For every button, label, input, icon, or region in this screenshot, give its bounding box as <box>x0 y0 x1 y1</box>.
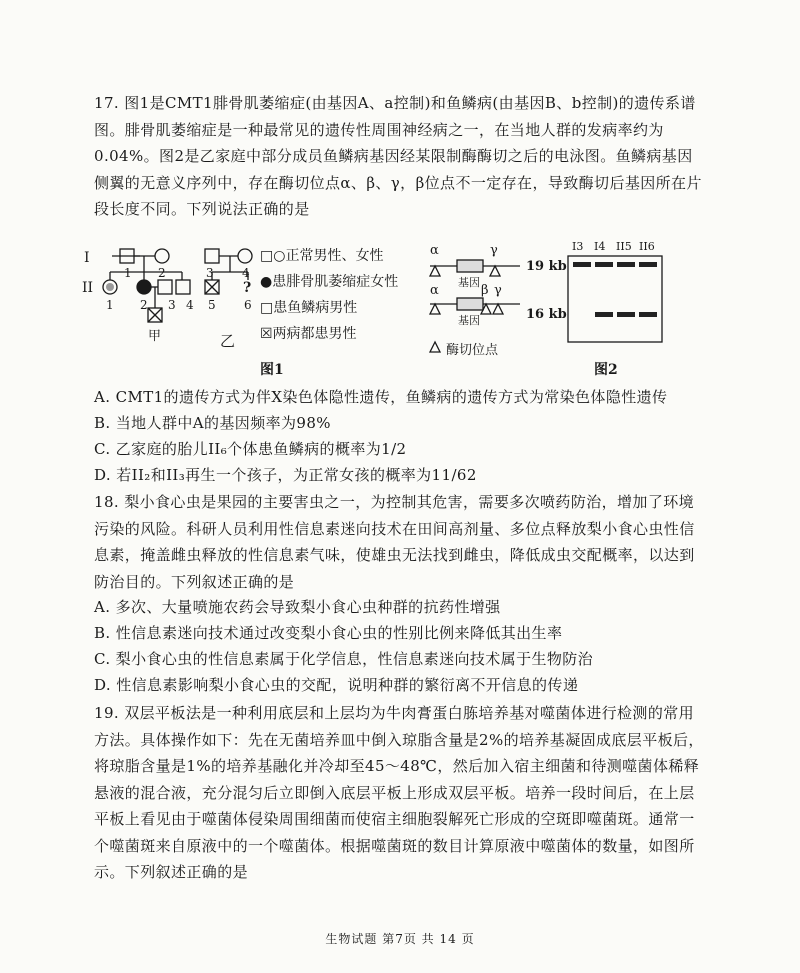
fa-ii3-male <box>158 280 172 294</box>
q19-stem: 19. 双层平板法是一种利用底层和上层均为牛肉膏蛋白胨培养基对噬菌体进行检测的常用方法。具体操作如下：先在无菌培养皿中倒入琼脂含量是2%的培养基凝固成底层平板后，将琼脂含量是1%的培养基融化并冷却至45～48℃，然后加入宿主细菌和待测噬菌体稀释悬液的混合液，充分混匀后立即倒入底层平板上形成双层平板。培养一段时间后，在上层平板上看见由于噬菌体侵染周围细菌而使宿主细胞裂解死亡形成的空斑即噬菌斑。通常一个噬菌斑来自原液中的一个噬菌体。根据噬菌斑的数目计算原液中噬菌体的数量，如图所示。下列叙述正确的是 <box>94 704 704 881</box>
band-i4-16kb <box>595 312 613 317</box>
q17-stem: 17. 图1是CMT1腓骨肌萎缩症(由基因A、a控制)和鱼鳞病(由基因B、b控制)的遗传系谱图。腓骨肌萎缩症是一种最常见的遗传性周围神经病之一，在当地人群的发病率约为0.04%。图2是乙家庭中部分成员鱼鳞病基因经某限制酶酶切之后的电泳图。鱼鳞病基因侧翼的无意义序列中，存在酶切位点α、β、γ，β位点不一定存在，导致酶切后基因所在片段长度不同。下列说法正确的是 <box>94 94 702 218</box>
fa-child-label: 甲 <box>148 329 162 344</box>
q17-option-b: B. 当地人群中A的基因频率为98% <box>94 414 331 432</box>
gamma-label-2: γ <box>494 283 502 298</box>
band-ii5-16kb <box>617 312 635 317</box>
site-legend-label: 酶切位点 <box>446 343 499 358</box>
gen-i-label: I <box>84 250 90 266</box>
band-ii6-16kb <box>639 312 657 317</box>
q18-option-a: A. 多次、大量喷施农药会导致梨小食心虫种群的抗药性增强 <box>94 598 501 616</box>
gamma-label-1: γ <box>490 243 498 258</box>
legend-normal: □○正常男性、女性 <box>260 248 384 264</box>
q18-option-c: C. 梨小食心虫的性信息素属于化学信息，性信息素迷向技术属于生物防治 <box>94 650 594 668</box>
q18-option-d: D. 性信息素影响梨小食心虫的交配，说明种群的繁衍离不开信息的传递 <box>94 676 579 694</box>
fb-i3-num: 3 <box>206 266 214 280</box>
band-i4-19kb <box>595 262 613 267</box>
figure-area <box>80 240 720 380</box>
band-i3-19kb <box>573 262 591 267</box>
band-ii6-19kb <box>639 262 657 267</box>
site-alpha-1 <box>430 266 440 276</box>
alpha-label-2: α <box>430 283 439 298</box>
gene-label-1: 基因 <box>458 276 480 289</box>
legend-both: ☒两病都患男性 <box>260 326 357 342</box>
band-ii5-19kb <box>617 262 635 267</box>
fb-ii6-unknown: ? <box>243 280 252 296</box>
fig2-caption: 图2 <box>594 362 618 378</box>
fa-i1-num: 1 <box>124 266 132 280</box>
fa-i2-num: 2 <box>158 266 166 280</box>
fb-i4-num: 4 <box>242 266 250 280</box>
site-gamma-2 <box>493 304 503 314</box>
gel-box <box>568 256 662 342</box>
kb19-label: 19 kb <box>526 259 567 274</box>
gene-label-2: 基因 <box>458 314 480 327</box>
fa-ii2-num: 2 <box>140 298 148 312</box>
alpha-label-1: α <box>430 243 439 258</box>
q17-option-a: A. CMT1的遗传方式为伴X染色体隐性遗传，鱼鳞病的遗传方式为常染色体隐性遗传 <box>94 388 668 406</box>
fa-ii2-female-cmt1 <box>137 280 151 294</box>
fa-ii3-num: 3 <box>168 298 176 312</box>
gen-ii-label: II <box>82 280 94 296</box>
lane-ii5: II5 <box>616 240 632 253</box>
fb-i3-male <box>205 249 219 263</box>
q17-option-d: D. 若II₂和II₃再生一个孩子，为正常女孩的概率为11/62 <box>94 466 477 484</box>
fb-ii5-num: 5 <box>208 298 216 312</box>
site-gamma-1 <box>490 266 500 276</box>
beta-label-2: β <box>481 283 489 298</box>
lane-i3: I3 <box>572 240 584 253</box>
lane-ii6: II6 <box>639 240 655 253</box>
q18-stem: 18. 梨小食心虫是果园的主要害虫之一，为控制其危害，需要多次喷药防治，增加了环境污染的风险。科研人员利用性信息素迷向技术在田间高剂量、多位点释放梨小食心虫性信息素，掩盖雌虫释放的性信息素气味，使雄虫无法找到雌虫，降低成虫交配概率，以达到防治目的。下列叙述正确的是 <box>94 493 695 591</box>
fb-ii6-num: 6 <box>244 298 252 312</box>
fa-i2-female <box>155 249 169 263</box>
fb-label: 乙 <box>220 332 236 350</box>
lane-i4: I4 <box>594 240 606 253</box>
page-footer: 生物试题 第7页 共 14 页 <box>325 932 475 946</box>
fig1-caption: 图1 <box>260 362 284 378</box>
q18-option-b: B. 性信息素迷向技术通过改变梨小食心虫的性别比例来降低其出生率 <box>94 624 563 642</box>
fa-ii4-male-ichthyosis <box>176 280 190 294</box>
fb-i4-female <box>238 249 252 263</box>
fa-ii4-num: 4 <box>186 298 194 312</box>
legend-ichthyosis: □患鱼鳞病男性 <box>260 300 358 316</box>
q17-option-c: C. 乙家庭的胎儿II₆个体患鱼鳞病的概率为1/2 <box>94 440 407 458</box>
site-alpha-2 <box>430 304 440 314</box>
kb16-label: 16 kb <box>526 307 567 322</box>
site-legend-triangle <box>430 342 440 352</box>
legend-cmt1: ●患腓骨肌萎缩症女性 <box>260 274 399 290</box>
fa-ii1-num: 1 <box>106 298 114 312</box>
